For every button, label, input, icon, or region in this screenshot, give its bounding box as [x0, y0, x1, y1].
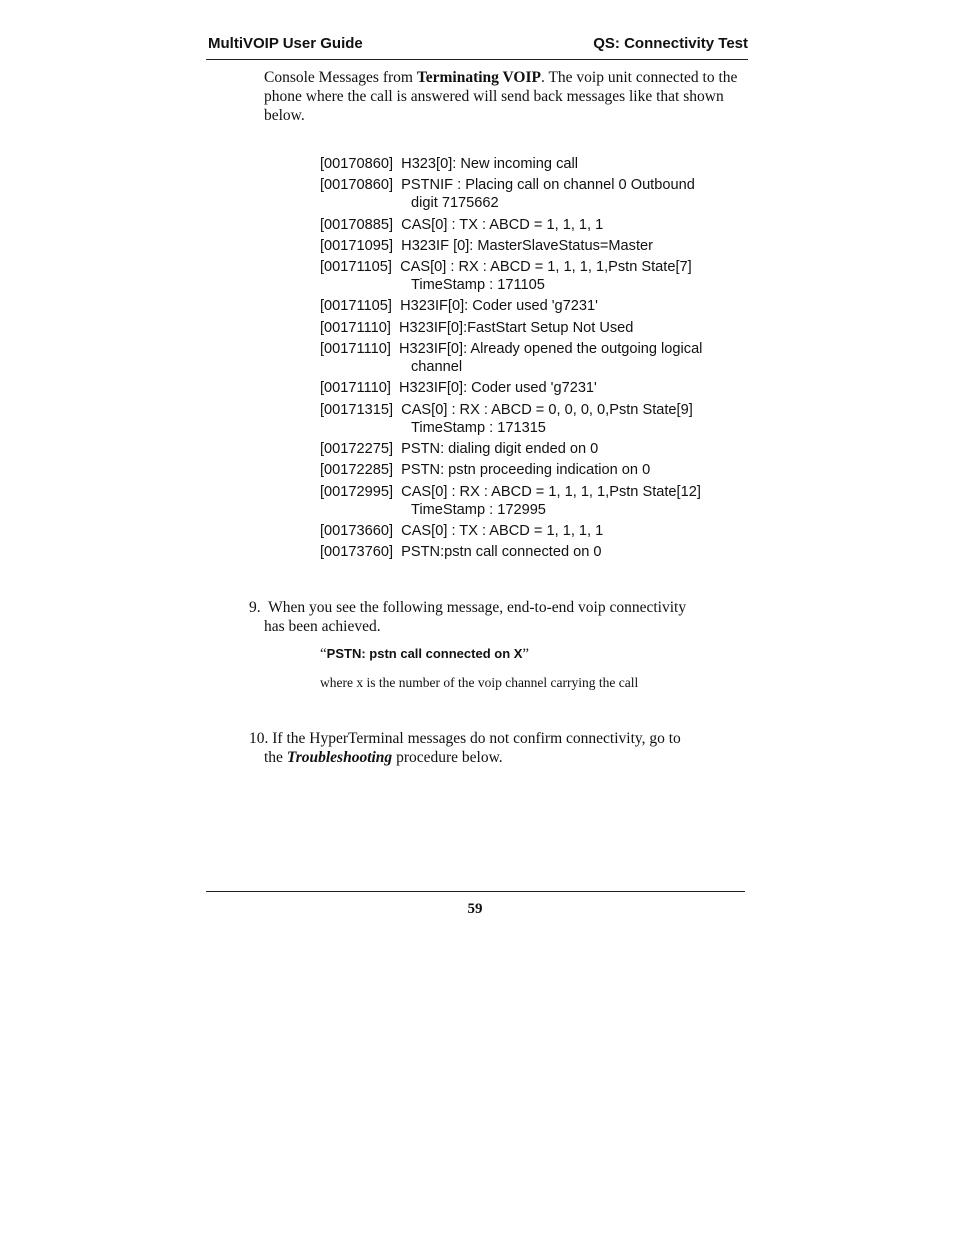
step-10-number: 10.	[249, 730, 269, 747]
message-timestamp: [00173660]	[320, 522, 394, 539]
message-text: CAS[0] : RX : ABCD = 1, 1, 1, 1,Pstn State[7]	[400, 259, 692, 276]
message-timestamp: [00172275]	[320, 440, 394, 457]
quote-close: ”	[522, 646, 530, 662]
console-message	[320, 176, 750, 212]
step-9-line2: has been achieved.	[264, 618, 381, 635]
console-message	[320, 461, 750, 479]
message-timestamp: [00171105]	[320, 259, 392, 276]
quote-open: “	[320, 646, 327, 662]
message-timestamp: [00171110]	[320, 341, 391, 358]
channel-note: where x is the number of the voip channel carrying the call	[320, 675, 639, 690]
step-9	[249, 598, 749, 636]
console-message-list	[320, 155, 750, 564]
intro-paragraph	[264, 68, 748, 125]
message-text: PSTN:pstn call connected on 0	[401, 544, 602, 561]
console-message	[320, 340, 750, 376]
message-continuation: TimeStamp : 171105	[411, 277, 545, 294]
message-text: H323IF[0]: Coder used 'g7231'	[400, 298, 598, 315]
message-timestamp: [00170860]	[320, 156, 394, 172]
message-timestamp: [00172995]	[320, 483, 394, 500]
message-timestamp: [00171110]	[320, 380, 391, 397]
console-message	[320, 216, 750, 234]
step-10-line1: If the HyperTerminal messages do not confirm connectivity, go to	[272, 730, 681, 747]
message-text: H323IF [0]: MasterSlaveStatus=Master	[401, 237, 654, 254]
message-continuation: digit 7175662	[411, 195, 499, 212]
message-timestamp: [00171110]	[320, 319, 391, 336]
message-text: PSTN: dialing digit ended on 0	[401, 440, 599, 457]
console-message	[320, 258, 750, 294]
console-message	[320, 440, 750, 458]
console-message	[320, 483, 750, 519]
console-message	[320, 155, 750, 173]
message-timestamp: [00170885]	[320, 216, 394, 233]
message-timestamp: [00171095]	[320, 237, 394, 254]
step-9-line1: When you see the following message, end-to-end voip connectivity	[268, 599, 687, 616]
header-section-title: QS: Connectivity Test	[593, 35, 748, 52]
message-text: PSTN: pstn proceeding indication on 0	[401, 462, 651, 479]
step-10	[249, 729, 749, 767]
expected-message-quote	[320, 646, 529, 663]
header-doc-title: MultiVOIP User Guide	[208, 35, 363, 52]
message-text: CAS[0] : TX : ABCD = 1, 1, 1, 1	[401, 216, 604, 233]
message-timestamp: [00173760]	[320, 544, 394, 561]
message-continuation: TimeStamp : 172995	[411, 501, 546, 518]
step-9-number: 9.	[249, 599, 261, 616]
message-text: H323IF[0]: Already opened the outgoing logical	[398, 341, 703, 358]
message-continuation: TimeStamp : 171315	[411, 419, 546, 436]
intro-bold: Terminating VOIP	[416, 69, 541, 86]
console-message	[320, 522, 750, 540]
message-text: H323IF[0]: Coder used 'g7231'	[398, 380, 597, 397]
page-number: 59	[467, 901, 483, 917]
message-text: CAS[0] : TX : ABCD = 1, 1, 1, 1	[401, 522, 604, 539]
message-timestamp: [00171105]	[320, 298, 392, 315]
footer-rule	[206, 891, 745, 892]
troubleshooting-link-text: Troubleshooting	[286, 749, 393, 766]
message-text: H323IF[0]:FastStart Setup Not Used	[398, 319, 634, 336]
console-message	[320, 543, 750, 561]
message-text: CAS[0] : RX : ABCD = 0, 0, 0, 0,Pstn State[9]	[401, 401, 693, 418]
message-timestamp: [00172285]	[320, 462, 394, 479]
console-message	[320, 297, 750, 315]
intro-prefix: Console Messages from	[264, 69, 417, 86]
message-timestamp: [00171315]	[320, 401, 394, 418]
message-timestamp: [00170860]	[320, 177, 394, 194]
intro-suffix: . The voip unit connected to the phone where the call is answered will send back messages like that shown below.	[264, 69, 738, 124]
message-text: H323[0]: New incoming call	[401, 156, 578, 172]
console-message	[320, 401, 750, 437]
message-text: PSTNIF : Placing call on channel 0 Outbound	[401, 177, 695, 194]
message-continuation: channel	[411, 359, 463, 376]
step-10-line2-prefix: the	[264, 749, 287, 766]
quote-text: PSTN: pstn call connected on X	[326, 646, 523, 661]
page-header	[206, 33, 748, 60]
step-10-line2-suffix: procedure below.	[392, 749, 503, 766]
console-message	[320, 319, 750, 337]
message-text: CAS[0] : RX : ABCD = 1, 1, 1, 1,Pstn State[12]	[401, 483, 701, 500]
console-message	[320, 379, 750, 397]
console-message	[320, 237, 750, 255]
